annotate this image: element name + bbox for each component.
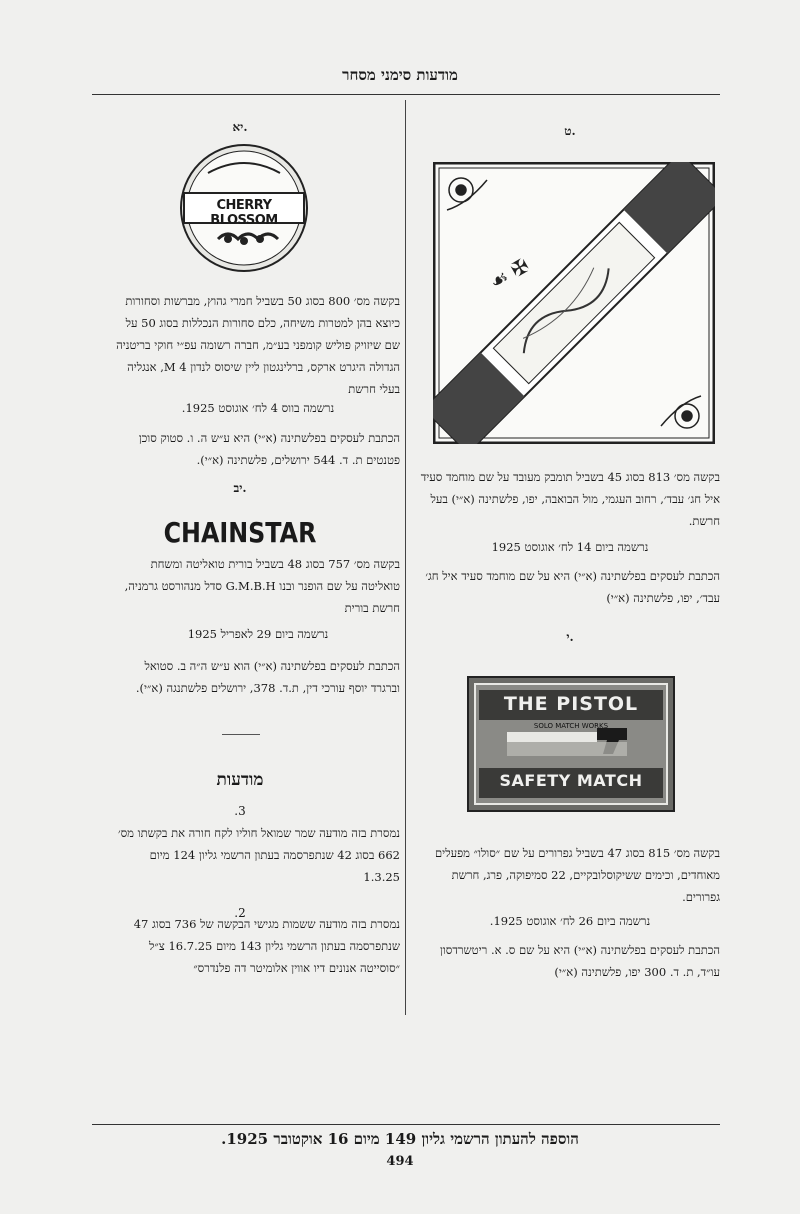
section-label-11: יא. [232,120,248,134]
address-757-text: הכתבת לעסקים בפלשתינה (א״י) הוא ע״ש ה״ה ב. סטואל וברגרד יוסף עורכי דין, ת.ד. 378, ירושלים פלשתנגה (א״י). [135,659,400,695]
footer-rule [92,1124,720,1125]
application-813-text: בקשה מס׳ 813 בסוג 45 בשביל תומבק מעובד על שם מוחמד סעיד איל חג׳ עבד׳, רחוב העגמי, מול הבואבה, יפו, פלשתינה (א״י) בעל חרשת. [420,470,720,528]
registered-757: נרשמה ביום 29 לאפריל 1925 [187,627,329,641]
pistol-small-text: SOLO MATCH WORKS [533,722,609,730]
notice-3-number: .3 [234,804,246,818]
address-813-text: הכתבת לעסקים בפלשתינה (א״י) היא על שם מוחמד סעיד איל חג׳ עבד׳, יפו, פלשתינה (א״י) [425,569,720,605]
section-divider [222,734,260,735]
chainstar-logo: CHAINSTAR [163,516,317,549]
section-label-10: י. [566,630,574,644]
section-label-12: יב. [233,481,247,495]
registered-800: נרשמה בווס 4 לח׳ אוגוסט 1925. [181,401,335,415]
cherry-logo-text: CHERRY BLOSSOM [210,198,278,228]
notice-2-number: .2 [234,906,246,920]
column-divider [405,100,406,1015]
application-800-text: בקשה מס׳ 800 בסוג 50 בשביל חמרי גהוץ, מברשות וסחורות כיוצא בהן למטרות משיחה, כלם סחורות הנכללות בסוג 50 על שם שיזויק פוליש קומפני בע״מ, חברה רשומה עפ״י חוקי בריטניה הגדולה היגרט ארקס, ברלינגטון ליין שיסוס לנדון M 4, אנגליה בעלי חרשת [116,294,400,396]
page-number: 494 [386,1154,414,1169]
notice-2-text: נמסרת בזה מודעה ששמות מגישי הבקשה של 736 בסוג 47 שנתפרסמה בעתון הרשמי גליון 143 מיום 16.7.25 צ״ל ״סוסייטה אנונים דיו אווין אלומיטר דה פלנדרס״ [133,917,400,975]
page-title: מודעות סימני מסחר [342,66,458,84]
address-815-text: הכתבת לעסקים בפלשתינה (א״י) היא על שם ס. א. ריטשרדסון עו״ד, ת. ד. 300 יפו, פלשתינה (א״י) [439,943,720,979]
address-815 [420,939,720,983]
address-757 [116,655,400,699]
footer-line: הוספה להעתון הרשמי גליון 149 מיום 16 אוקטובר 1925. [221,1130,579,1148]
notice-2 [116,913,400,979]
application-815-text: בקשה מס׳ 815 בסוג 47 בשביל גפרורים על שם ״סולו״ מפעלים מאוחדים, וכימים ששיקוסלובקיים, 22 סמיפוקה, פרג, חרשת גפרורים. [435,846,720,904]
application-800 [116,290,400,400]
tobacco-label-image [433,162,715,444]
address-800 [116,427,400,471]
application-813 [420,466,720,532]
registered-815: נרשמה ביום 26 לח׳ אוגוסט 1925. [489,914,651,928]
notice-3-text: נמסרת בזה מודעה שמר שמואל חוליו לקח חורה את בקשתו מס׳ 662 בסוג 42 שנתפרסמה בעתון הרשמי גליון 124 מיום 1.3.25 [117,826,400,884]
section-label-9: ט. [564,124,576,138]
header-rule [92,94,720,95]
notice-3 [116,822,400,888]
notices-heading: מודעות [216,770,264,790]
address-800-text: הכתבת לעסקים בפלשתינה (א״י) היא ע״ש ה. ו. סטוק סוכן פטנטים ת. ד. 544 ירושלים, פלשתינה (א״י). [138,431,400,467]
application-815 [420,842,720,908]
pistol-bottom-text: SAFETY MATCH [499,771,643,790]
address-813 [420,565,720,609]
application-757 [116,553,400,619]
application-757-text: בקשה מס׳ 757 בסוג 48 בשביל בורית טואליטה ומשחת טואליטה על שם הופנר ובנו G.M.B.H סדל מנהורסט גרמניה, חרשת בורית [124,557,400,615]
registered-813: נרשמה ביום 14 לח׳ אוגוסט 1925 [491,540,649,554]
svg-text:☙ ✠: ☙ ✠ [485,253,534,295]
pistol-top-text: THE PISTOL [503,693,639,715]
